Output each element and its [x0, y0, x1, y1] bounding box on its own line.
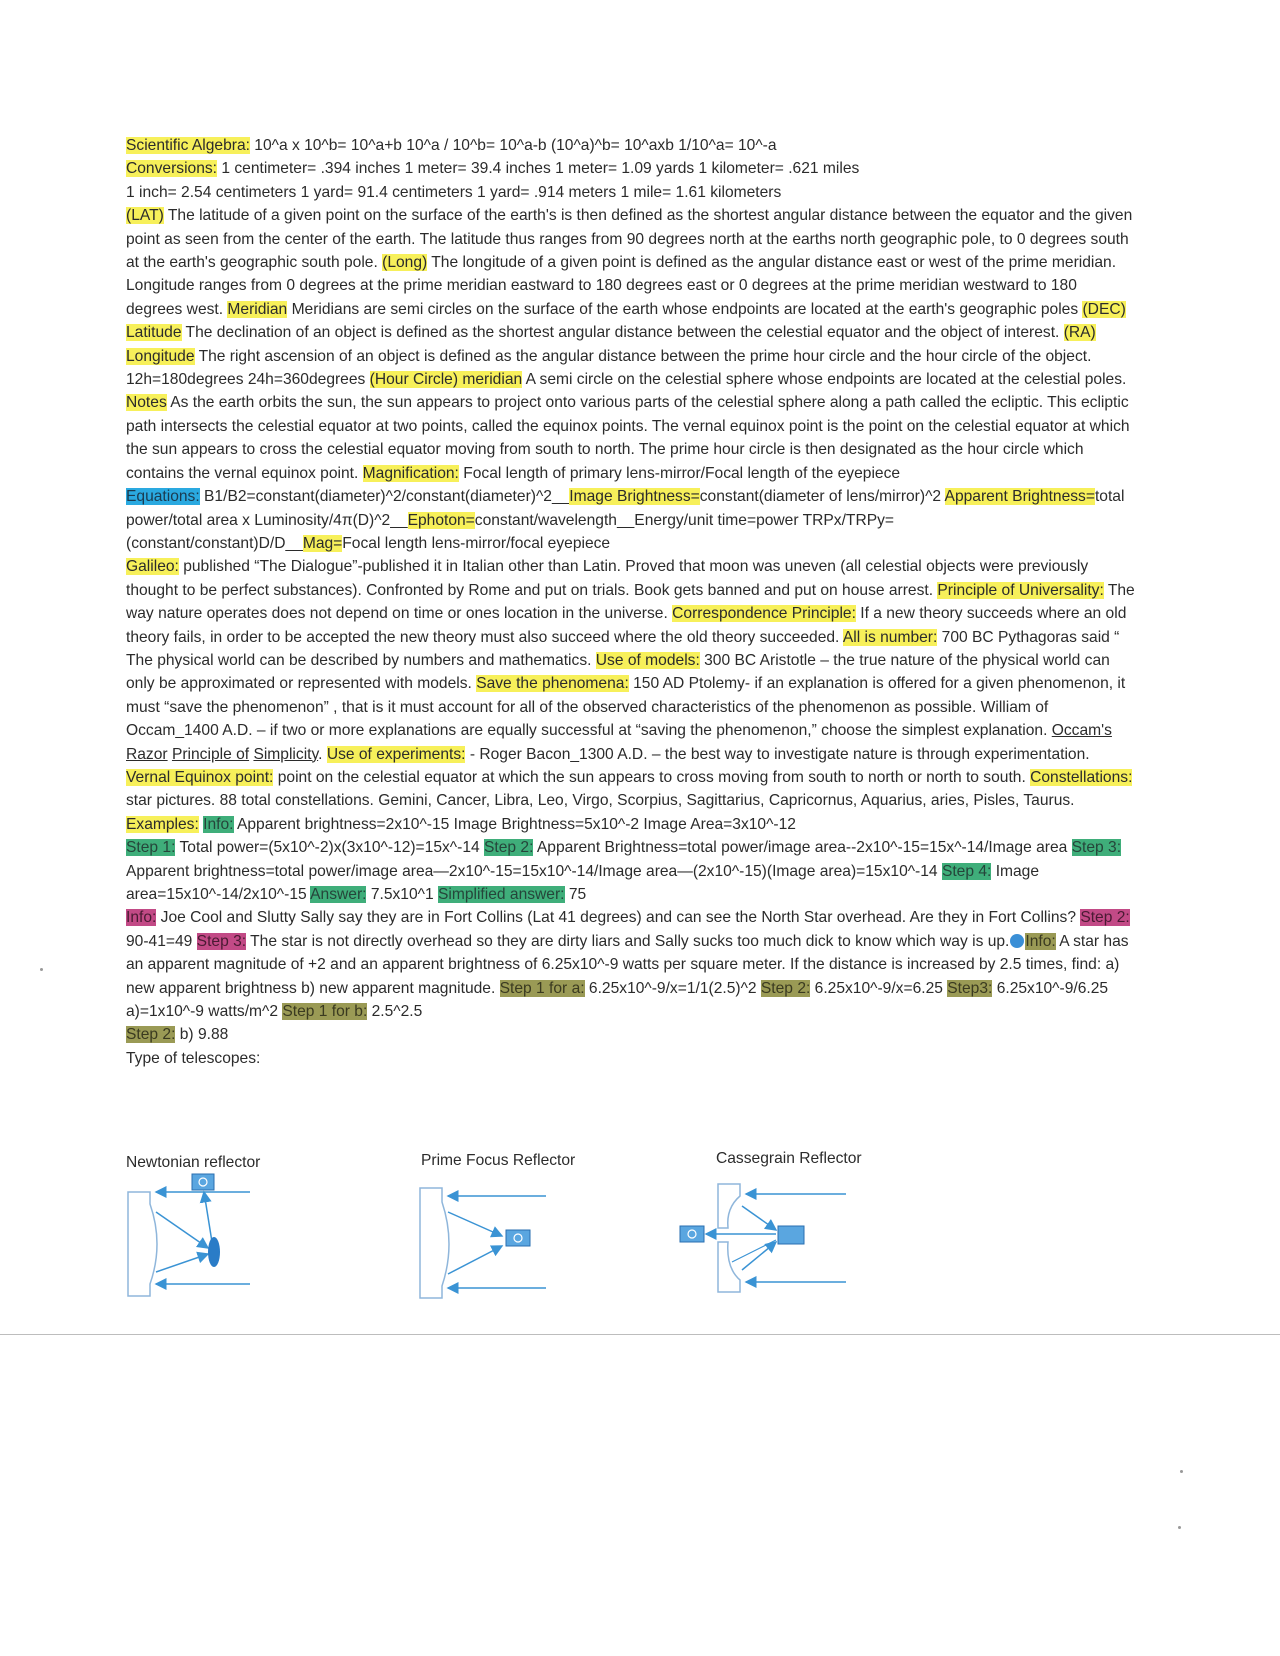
principle-of: Principle of	[171, 745, 250, 763]
prime-focus-ray-2	[448, 1246, 502, 1274]
notes-body	[126, 134, 1136, 1070]
example-1: Examples: Info: Apparent brightness=2x10^-15 Image Brightness=5x10^-2 Image Area=3x10^-12	[126, 815, 796, 833]
scan-edge-line	[0, 1334, 1280, 1335]
label-simplified-answer: Simplified answer:	[437, 886, 565, 903]
label-step-2c: Step 2:	[760, 979, 811, 997]
label-scientific-algebra: Scientific Algebra:	[126, 137, 250, 154]
label-info-3: Info:	[1025, 932, 1056, 950]
label-answer: Answer:	[310, 886, 367, 903]
cassegrain-eyepiece-icon	[680, 1226, 704, 1242]
label-vernal-equinox: Vernal Equinox point:	[126, 768, 274, 786]
newtonian-ray-1	[156, 1212, 208, 1248]
equations-block: Equations: B1/B2=constant(diameter)^2/constant(diameter)^2__Image Brightness=constant(diameter of lens/mirror)^2 Apparent Brightness=total power/total area x Luminosity/4π(D)^2__Ephoton=constant/wavelength__Energy/unit time=power TRPx/TRPy=(constant/constant)D/D__Mag=Focal length lens-mirror/focal eyepiece	[126, 488, 1125, 552]
conversions-2: 1 inch= 2.54 centimeters 1 yard= 91.4 centimeters 1 yard= .914 meters 1 mile= 1.61 kilometers	[126, 183, 782, 201]
prime-focus-ray-1	[448, 1212, 502, 1236]
label-step-3c: Step3:	[947, 979, 993, 997]
label-mag: Mag=	[302, 534, 343, 552]
label-image-brightness: Image Brightness=	[569, 488, 700, 506]
label-galileo: Galileo:	[126, 558, 179, 576]
scientific-algebra: Scientific Algebra: 10^a x 10^b= 10^a+b 10^a / 10^b= 10^a-b (10^a)^b= 10^axb 1/10^a= 10^-a	[126, 137, 777, 154]
conversions: Conversions: 1 centimeter= .394 inches 1 meter= 39.4 inches 1 meter= 1.09 yards 1 kilometer= .621 miles	[126, 160, 860, 178]
label-constellations: Constellations:	[1030, 768, 1133, 786]
definitions-block: (LAT) The latitude of a given point on the surface of the earth's is then defined as the shortest angular distance between the equator and the given point as seen from the center of the earth. The latitude thus ranges from 90 degrees north at the earths north geographic pole, to 0 degrees south at the earth's geographic south pole. (Long) The longitude of a given point is defined as the angular distance east or west of the prime meridian. Longitude ranges from 0 degrees at the prime meridian eastward to 180 degrees east or 0 degrees at the prime meridian westward to 180 degrees west. Meridian Meridians are semi circles on the surface of the earth whose endpoints are located at the earth's geographic poles (DEC) Latitude The declination of an object is defined as the shortest angular distance between the celestial equator and the object of interest. (RA) Longitude The right ascension of an object is defined as the angular distance between the prime hour circle and the hour circle of the object. 12h=180degrees 24h=360degrees (Hour Circle) meridian A semi circle on the celestial sphere whose endpoints are located at the celestial poles. Notes As the earth orbits the sun, the sun appears to project onto various parts of the celestial sphere along a path called the ecliptic. This ecliptic path intersects the celestial equator at two points, called the equinox points. The vernal equinox point is the point on the celestial equator at which the sun appears to cross the celestial equator moving from south to north. The prime hour circle is then designated as the hour circle which contains the vernal equinox point. Magnification: Focal length of primary lens-mirror/Focal length of the eyepiece	[126, 207, 1133, 482]
newtonian-ray-up	[204, 1192, 212, 1242]
label-apparent-brightness: Apparent Brightness=	[944, 488, 1095, 506]
label-save-phenomena: Save the phenomena:	[476, 675, 629, 693]
cassegrain-ray-1	[742, 1206, 776, 1230]
cassegrain-ray-2	[742, 1242, 776, 1270]
newtonian-label: Newtonian reflector	[126, 1154, 261, 1171]
newtonian-ray-2	[156, 1254, 208, 1272]
prime-focus-eyepiece-icon	[506, 1230, 530, 1246]
label-step-2: Step 2:	[484, 839, 534, 857]
label-equations: Equations:	[126, 488, 200, 506]
newtonian-diagram	[120, 1172, 260, 1304]
example-2: Info: Joe Cool and Slutty Sally say they are in Fort Collins (Lat 41 degrees) and can see the North Star overhead. Are they in Fort Collins? Step 2: 90-41=49 Step 3: The star is not directly overhead so they are dirty liars and Sally sucks too much dick to know which way is up. Info: A star has an apparent magnitude of +2 and an apparent brightness of 6.25x10^-9 watts per square meter. If the distance is increased by 2.5 times, find: a) new apparent brightness b) new apparent magnitude. Step 1 for a: 6.25x10^-9/x=1/1(2.5)^2 Step 2: 6.25x10^-9/x=6.25 Step3: 6.25x10^-9/6.25 a)=1x10^-9 watts/m^2 Step 1 for b: 2.5^2.5	[126, 909, 1130, 1021]
telescopes-heading: Type of telescopes:	[126, 1049, 261, 1067]
label-step-1-b: Step 1 for b:	[282, 1003, 368, 1021]
label-ephoton: Ephoton=	[407, 511, 475, 529]
label-step-1-a: Step 1 for a:	[499, 979, 585, 997]
label-conversions: Conversions:	[126, 160, 218, 178]
example-1-steps: Step 1: Total power=(5x10^-2)x(3x10^-12)=15x^-14 Step 2: Apparent Brightness=total power/image area--2x10^-15=15x^-14/Image area Step 3: Apparent brightness=total power/image area—2x10^-15=15x10^-14/Image area—(2x10^-15)(Image area)=15x10^-14 Step 4: Image area=15x10^-14/2x10^-15 Answer: 7.5x10^1 Simplified answer: 75	[126, 839, 1122, 903]
label-correspondence-principle: Correspondence Principle:	[672, 605, 856, 623]
cassegrain-mirror-top	[718, 1184, 740, 1228]
label-all-is-number: All is number:	[842, 628, 938, 646]
newtonian-mirror	[128, 1192, 157, 1296]
label-magnification: Magnification:	[362, 464, 459, 482]
newtonian-eyepiece-icon	[192, 1174, 214, 1190]
prime-focus-mirror	[420, 1188, 449, 1298]
cassegrain-label: Cassegrain Reflector	[716, 1150, 862, 1167]
scan-speck	[40, 968, 43, 971]
label-use-of-models: Use of models:	[595, 651, 700, 669]
label-notes: Notes	[126, 394, 167, 412]
scan-speck	[1178, 1526, 1181, 1529]
bullet-dot-icon	[1010, 934, 1024, 948]
cassegrain-diagram	[676, 1178, 856, 1300]
label-step-3b: Step 3:	[196, 932, 247, 950]
label-lat: (LAT)	[126, 207, 164, 225]
label-step-2d: Step 2:	[126, 1026, 176, 1044]
label-dec: (DEC) Latitude	[126, 300, 1126, 342]
newtonian-secondary-mirror	[208, 1237, 220, 1267]
label-long: (Long)	[382, 254, 428, 272]
label-ra: (RA) Longitude	[126, 324, 1096, 365]
label-info-2: Info:	[126, 909, 157, 927]
example-3-end: Step 2: b) 9.88	[126, 1026, 229, 1044]
label-info-1: Info:	[203, 815, 234, 833]
label-hour-circle: (Hour Circle) meridian	[369, 371, 523, 389]
label-step-3: Step 3:	[1071, 839, 1122, 857]
label-meridian: Meridian	[227, 300, 288, 318]
simplicity: Simplicity	[253, 745, 319, 763]
label-use-of-experiments: Use of experiments:	[326, 745, 466, 763]
scan-speck	[1180, 1470, 1183, 1473]
cassegrain-secondary-mirror	[778, 1226, 804, 1244]
label-step-2b: Step 2:	[1080, 909, 1130, 927]
label-step-4: Step 4:	[941, 862, 992, 880]
history-block: Galileo: published “The Dialogue”-published it in Italian other than Latin. Proved that moon was uneven (all celestial objects were previously thought to be perfect substances). Confronted by Rome and put on trials. Book gets banned and put on house arrest. Principle of Universality: The way nature operates does not depend on time or ones location in the universe. Correspondence Principle: If a new theory succeeds where an old theory fails, in order to be accepted the new theory must also succeed where the old theory succeeded. All is number: 700 BC Pythagoras said “ The physical world can be described by numbers and mathematics. Use of models: 300 BC Aristotle – the true nature of the physical world can only be approximated or represented with models. Save the phenomena: 150 AD Ptolemy- if an explanation is offered for a given phenomenon, it must “save the phenomenon” , that is it must account for all of the observed characteristics of the phenomenon as possible. William of Occam_1400 A.D. – if two or more explanations are equally successful at “saving the phenomenon,” choose the simplest explanation. Occam's Razor Principle of Simplicity. Use of experiments: - Roger Bacon_1300 A.D. – the best way to investigate nature is through experimentation. Vernal Equinox point: point on the celestial equator at which the sun appears to cross moving from south to north or north to south. Constellations: star pictures. 88 total constellations. Gemini, Cancer, Libra, Leo, Virgo, Scorpius, Sagittarius, Capricornus, Aquarius, aries, Pisles, Taurus.	[126, 558, 1135, 810]
label-examples: Examples:	[126, 815, 199, 833]
cassegrain-mirror-bottom	[718, 1242, 740, 1292]
occams-razor: Occam's Razor	[126, 722, 1112, 763]
prime-focus-diagram	[414, 1182, 554, 1304]
label-principle-universality: Principle of Universality:	[937, 581, 1104, 599]
prime-focus-label: Prime Focus Reflector	[421, 1152, 576, 1169]
label-step-1: Step 1:	[126, 839, 176, 857]
